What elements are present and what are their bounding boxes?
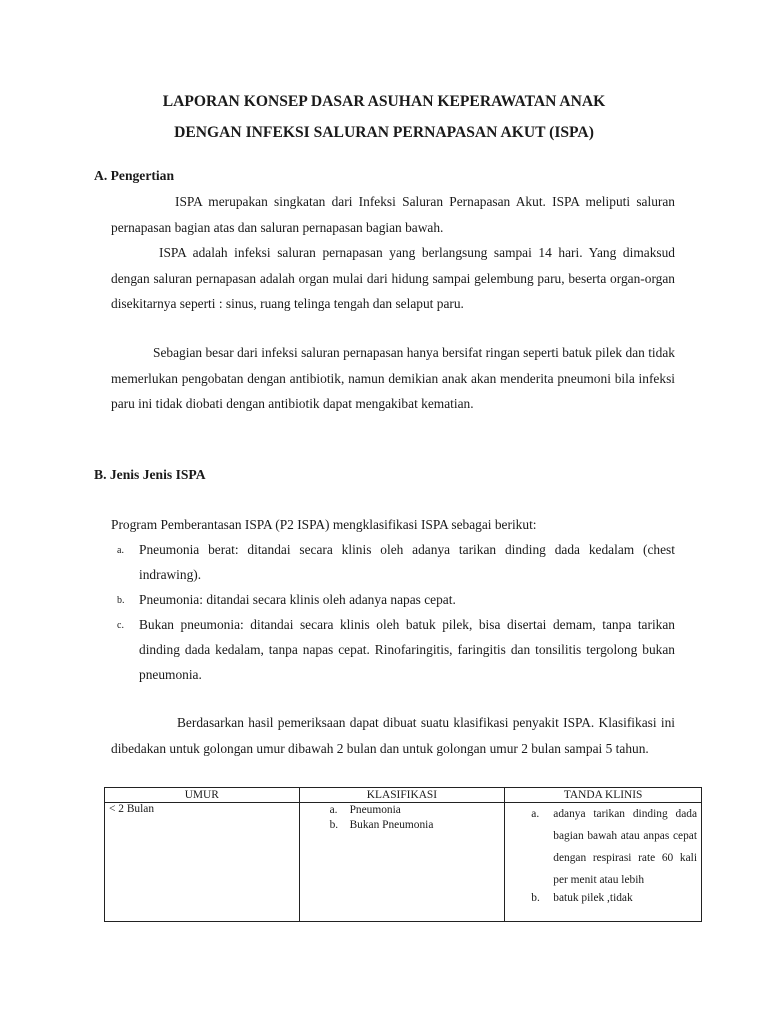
section-a-paragraph-2: ISPA adalah infeksi saluran pernapasan yang berlangsung sampai 14 hari. Yang dimaksud dengan saluran pernapasan adalah organ mulai dari hidung sampai gelembung paru, beserta organ-organ disekitarnya seperti : sinus, ruang telinga tengah dan selaput paru.: [111, 245, 675, 311]
section-b-paragraph: Berdasarkan hasil pemeriksaan dapat dibuat suatu klasifikasi penyakit ISPA. Klasifikasi ini dibedakan untuk golongan umur dibawah 2 bulan dan untuk golongan umur 2 bulan sampai 5 tahun.: [111, 715, 675, 756]
table-row: [105, 803, 702, 922]
list-marker: a.: [531, 808, 540, 820]
list-marker: b.: [329, 819, 339, 831]
section-b-intro: Program Pemberantasan ISPA (P2 ISPA) mengklasifikasi ISPA sebagai berikut:: [111, 517, 537, 532]
list-item: [529, 891, 697, 905]
table-header-row: [105, 788, 702, 803]
list-item-text: adanya tarikan dinding dada bagian bawah atau anpas cepat dengan respirasi rate 60 kali per menit atau lebih: [553, 808, 697, 886]
document-title: [0, 86, 768, 148]
list-item: [111, 537, 675, 587]
list-item-text: Bukan pneumonia: ditandai secara klinis oleh batuk pilek, bisa disertai demam, tanpa tarikan dinding dada kedalam, tanpa napas cepat. Rinofaringitis, faringitis dan tonsilitis tergolong bukan pneumonia.: [139, 617, 675, 682]
list-marker: a.: [117, 545, 124, 556]
title-line-1: LAPORAN KONSEP DASAR ASUHAN KEPERAWATAN ANAK: [162, 93, 606, 110]
title-line-2: DENGAN INFEKSI SALURAN PERNAPASAN AKUT (ISPA): [174, 124, 594, 141]
list-item-text: batuk pilek ,tidak: [553, 892, 633, 904]
cell-klasifikasi: [299, 803, 505, 922]
klasifikasi-list: [330, 803, 501, 833]
list-item: [330, 818, 501, 833]
list-marker: b.: [531, 892, 540, 904]
header-klasifikasi: KLASIFIKASI: [299, 788, 505, 803]
tanda-klinis-list: [529, 803, 697, 905]
section-a-heading: A. Pengertian: [94, 168, 175, 183]
ispa-classification-list: [111, 537, 675, 687]
cell-umur: < 2 Bulan: [105, 803, 300, 922]
list-item: [529, 803, 697, 891]
list-item: [111, 587, 675, 612]
section-a-paragraph-3: Sebagian besar dari infeksi saluran pernapasan hanya bersifat ringan seperti batuk pilek dan tidak memerlukan pengobatan dengan antibiotik, namun demikian anak akan menderita pneumoni bila infeksi paru ini tidak diobati dengan antibiotik dapat mengakibat kematian.: [111, 345, 675, 411]
list-marker: c.: [117, 620, 124, 631]
list-item-text: Pneumonia: ditandai secara klinis oleh adanya napas cepat.: [139, 592, 456, 607]
list-item: [111, 612, 675, 687]
list-item: [330, 803, 501, 818]
header-umur: UMUR: [105, 788, 300, 803]
section-b-heading: B. Jenis Jenis ISPA: [94, 467, 206, 482]
cell-tanda-klinis: [505, 803, 702, 922]
section-a-paragraph-1: ISPA merupakan singkatan dari Infeksi Saluran Pernapasan Akut. ISPA meliputi saluran pernapasan bagian atas dan saluran pernapasan bagian bawah.: [111, 194, 675, 235]
list-item-text: Pneumonia berat: ditandai secara klinis oleh adanya tarikan dinding dada kedalam (chest indrawing).: [139, 542, 675, 582]
list-marker: b.: [117, 595, 125, 606]
list-marker: a.: [329, 804, 338, 816]
classification-table: [104, 787, 702, 922]
header-tanda-klinis: TANDA KLINIS: [505, 788, 702, 803]
list-item-text: Pneumonia: [349, 804, 401, 816]
list-item-text: Bukan Pneumonia: [349, 819, 434, 831]
